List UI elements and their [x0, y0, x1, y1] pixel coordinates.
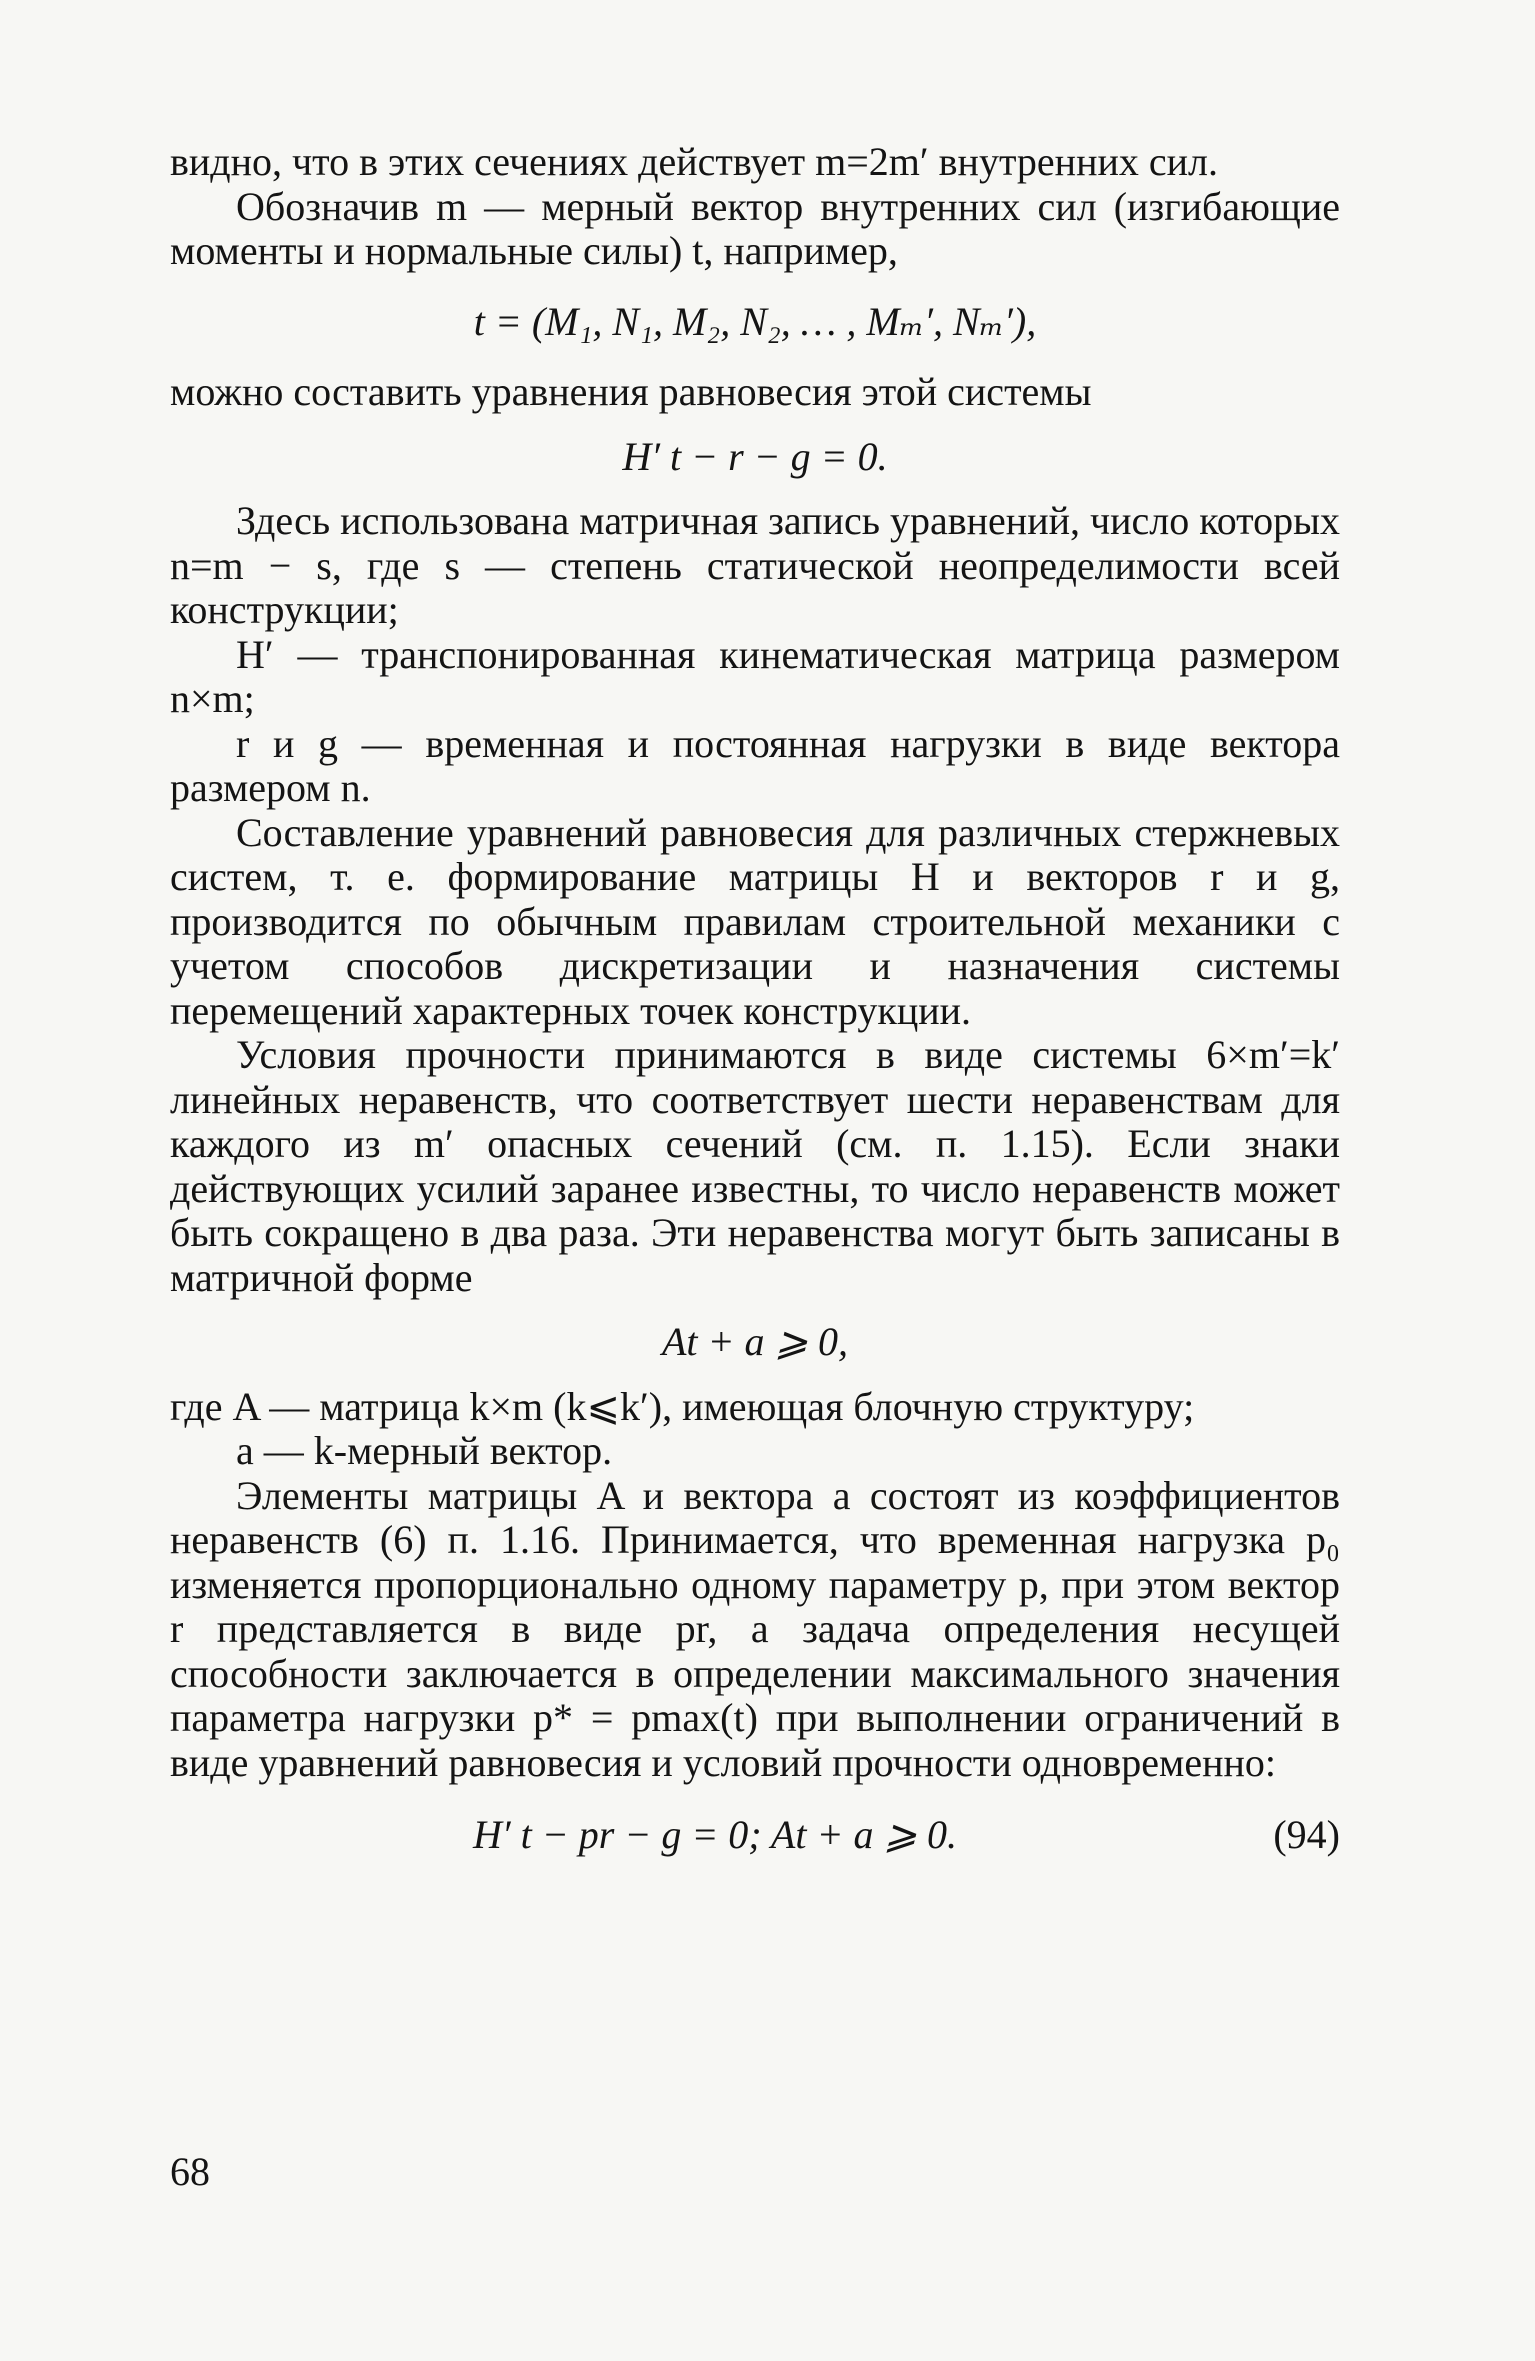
- definition-matrix-a: [170, 1385, 1340, 1430]
- equation-strength: At + a ⩾ 0,: [661, 1319, 849, 1364]
- equation-equilibrium: H′ t − r − g = 0.: [622, 433, 888, 479]
- equation-94-text: H′ t − pr − g = 0; At + a ⩾ 0.: [473, 1812, 957, 1857]
- page-body: [170, 140, 1340, 1858]
- paragraph-1: видно, что в этих сечениях действует m=2m′ внутренних сил.: [170, 139, 1219, 184]
- page-number: 68: [170, 2149, 210, 2194]
- paragraph-8: Условия прочности принимаются в виде системы 6×m′=k′ линейных неравенств, что соответствует шести неравенствам для каждого из m′ опасных сечений (см. п. 1.15). Если знаки действующих усилий заранее известны, то число неравенств может быть сокращено в два раза. Эти неравенства могут быть записаны в матричной форме: [170, 1032, 1340, 1300]
- paragraph-6: r и g — временная и постоянная нагрузки в виде вектора размером n.: [170, 720, 1340, 810]
- paragraph-5: H′ — транспонированная кинематическая матрица размером n×m;: [170, 631, 1340, 721]
- paragraph-10: a — k-мерный вектор.: [236, 1428, 613, 1473]
- paragraph-3: можно составить уравнения равновесия этой системы: [170, 369, 1092, 414]
- definition-body: матрица k×m (k⩽k′), имеющая блочную структуру;: [319, 1383, 1195, 1429]
- equation-number: (94): [1273, 1812, 1340, 1857]
- equation-t-vector: t = (M₁, N₁, M₂, N₂, … , Mₘ′, Nₘ′),: [473, 298, 1037, 344]
- paragraph-7: Составление уравнений равновесия для различных стержневых систем, т. е. формирование матрицы H и векторов r и g, производится по обычным правилам строительной механики с учетом способов дискретизации и назначения системы перемещений характерных точек конструкции.: [170, 809, 1340, 1033]
- paragraph-4: Здесь использована матричная запись уравнений, число которых n=m − s, где s — степень статической неопределимости всей конструкции;: [170, 498, 1340, 632]
- equation-94: [170, 1813, 1340, 1858]
- paragraph-2: Обозначив m — мерный вектор внутренних сил (изгибающие моменты и нормальные силы) t, например,: [170, 183, 1340, 273]
- paragraph-11: Элементы матрицы A и вектора a состоят из коэффициентов неравенств (6) п. 1.16. Принимается, что временная нагрузка p₀ изменяется пропорционально одному параметру p, при этом вектор r представляется в виде pr, а задача определения несущей способности заключается в определении максимального значения параметра нагрузки p* = pmax(t) при выполнении ограничений в виде уравнений равновесия и условий прочности одновременно:: [170, 1472, 1340, 1785]
- definition-lead: где A —: [170, 1383, 320, 1429]
